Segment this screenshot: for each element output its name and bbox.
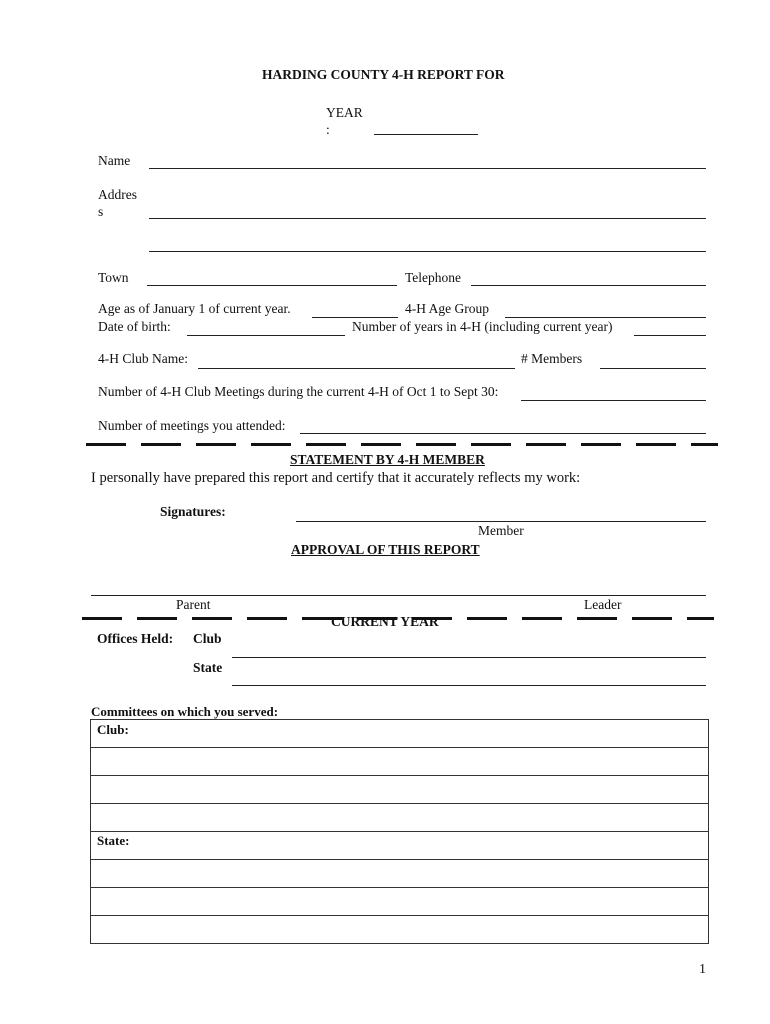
member-signature-line[interactable] bbox=[296, 521, 706, 522]
dash-segment bbox=[251, 443, 291, 446]
parent-label: Parent bbox=[176, 597, 211, 612]
dob-label: Date of birth: bbox=[98, 319, 171, 334]
current-year-heading: CURRENT YEAR bbox=[331, 614, 439, 629]
dob-input-line[interactable] bbox=[187, 335, 345, 336]
dash-segment bbox=[632, 617, 672, 620]
dash-segment bbox=[577, 617, 617, 620]
approval-heading: APPROVAL OF THIS REPORT bbox=[291, 542, 480, 557]
dash-segment bbox=[141, 443, 181, 446]
offices-state-input-line[interactable] bbox=[232, 685, 706, 686]
town-input-line[interactable] bbox=[147, 285, 397, 286]
club-name-label: 4-H Club Name: bbox=[98, 351, 188, 366]
year-label-colon: : bbox=[326, 122, 330, 137]
committees-table bbox=[90, 719, 709, 944]
years-in-4h-label: Number of years in 4-H (including current year) bbox=[352, 319, 613, 334]
address-label: Addres bbox=[98, 187, 137, 202]
committees-heading: Committees on which you served: bbox=[91, 704, 279, 719]
dash-segment bbox=[522, 617, 562, 620]
statement-heading: STATEMENT BY 4-H MEMBER bbox=[290, 452, 485, 467]
age-label: Age as of January 1 of current year. bbox=[98, 301, 291, 316]
age-group-input-line[interactable] bbox=[505, 317, 706, 318]
committees-row-divider bbox=[91, 887, 708, 888]
address-label-wrap: s bbox=[98, 204, 104, 219]
offices-club-input-line[interactable] bbox=[232, 657, 706, 658]
name-label: Name bbox=[98, 153, 131, 168]
leader-label: Leader bbox=[584, 597, 622, 612]
dash-segment bbox=[86, 443, 126, 446]
dash-segment bbox=[192, 617, 232, 620]
dash-segment bbox=[636, 443, 676, 446]
committees-row-divider bbox=[91, 915, 708, 916]
dash-segment bbox=[137, 617, 177, 620]
committees-row-divider bbox=[91, 803, 708, 804]
dash-segment bbox=[581, 443, 621, 446]
committees-state-label: State: bbox=[97, 833, 130, 848]
attended-label: Number of meetings you attended: bbox=[98, 418, 286, 433]
dash-segment bbox=[82, 617, 122, 620]
dash-segment bbox=[526, 443, 566, 446]
signatures-label: Signatures: bbox=[160, 504, 226, 519]
page-number: 1 bbox=[699, 962, 706, 977]
dashed-separator-top bbox=[86, 443, 718, 446]
statement-text: I personally have prepared this report and certify that it accurately reflects my work: bbox=[91, 470, 581, 486]
address-input-line-2[interactable] bbox=[149, 251, 706, 252]
year-input-line[interactable] bbox=[374, 134, 478, 135]
dash-segment bbox=[361, 443, 401, 446]
members-input-line[interactable] bbox=[600, 368, 706, 369]
dash-segment bbox=[306, 443, 346, 446]
committees-row-divider bbox=[91, 747, 708, 748]
years-in-4h-input-line[interactable] bbox=[634, 335, 706, 336]
committees-row-divider bbox=[91, 859, 708, 860]
committees-row-divider bbox=[91, 831, 708, 832]
year-label: YEAR bbox=[326, 105, 363, 120]
age-group-label: 4-H Age Group bbox=[405, 301, 489, 316]
dash-segment bbox=[687, 617, 714, 620]
town-label: Town bbox=[98, 270, 129, 285]
committees-row-divider bbox=[91, 775, 708, 776]
approval-signature-line[interactable] bbox=[91, 595, 706, 596]
report-title: HARDING COUNTY 4-H REPORT FOR bbox=[262, 67, 505, 82]
offices-held-label: Offices Held: bbox=[97, 631, 174, 646]
telephone-input-line[interactable] bbox=[471, 285, 706, 286]
name-input-line[interactable] bbox=[149, 168, 706, 169]
meetings-label: Number of 4-H Club Meetings during the current 4-H of Oct 1 to Sept 30: bbox=[98, 384, 499, 399]
dash-segment bbox=[691, 443, 718, 446]
dash-segment bbox=[471, 443, 511, 446]
age-input-line[interactable] bbox=[312, 317, 398, 318]
offices-state-label: State bbox=[193, 660, 223, 675]
member-label: Member bbox=[478, 523, 524, 538]
offices-club-label: Club bbox=[193, 631, 222, 646]
dash-segment bbox=[196, 443, 236, 446]
dash-segment bbox=[416, 443, 456, 446]
dash-segment bbox=[247, 617, 287, 620]
members-label: # Members bbox=[521, 351, 583, 366]
club-name-input-line[interactable] bbox=[198, 368, 515, 369]
attended-input-line[interactable] bbox=[300, 433, 706, 434]
dash-segment bbox=[467, 617, 507, 620]
telephone-label: Telephone bbox=[405, 270, 462, 285]
committees-club-label: Club: bbox=[97, 722, 129, 737]
meetings-input-line[interactable] bbox=[521, 400, 706, 401]
address-input-line-1[interactable] bbox=[149, 218, 706, 219]
